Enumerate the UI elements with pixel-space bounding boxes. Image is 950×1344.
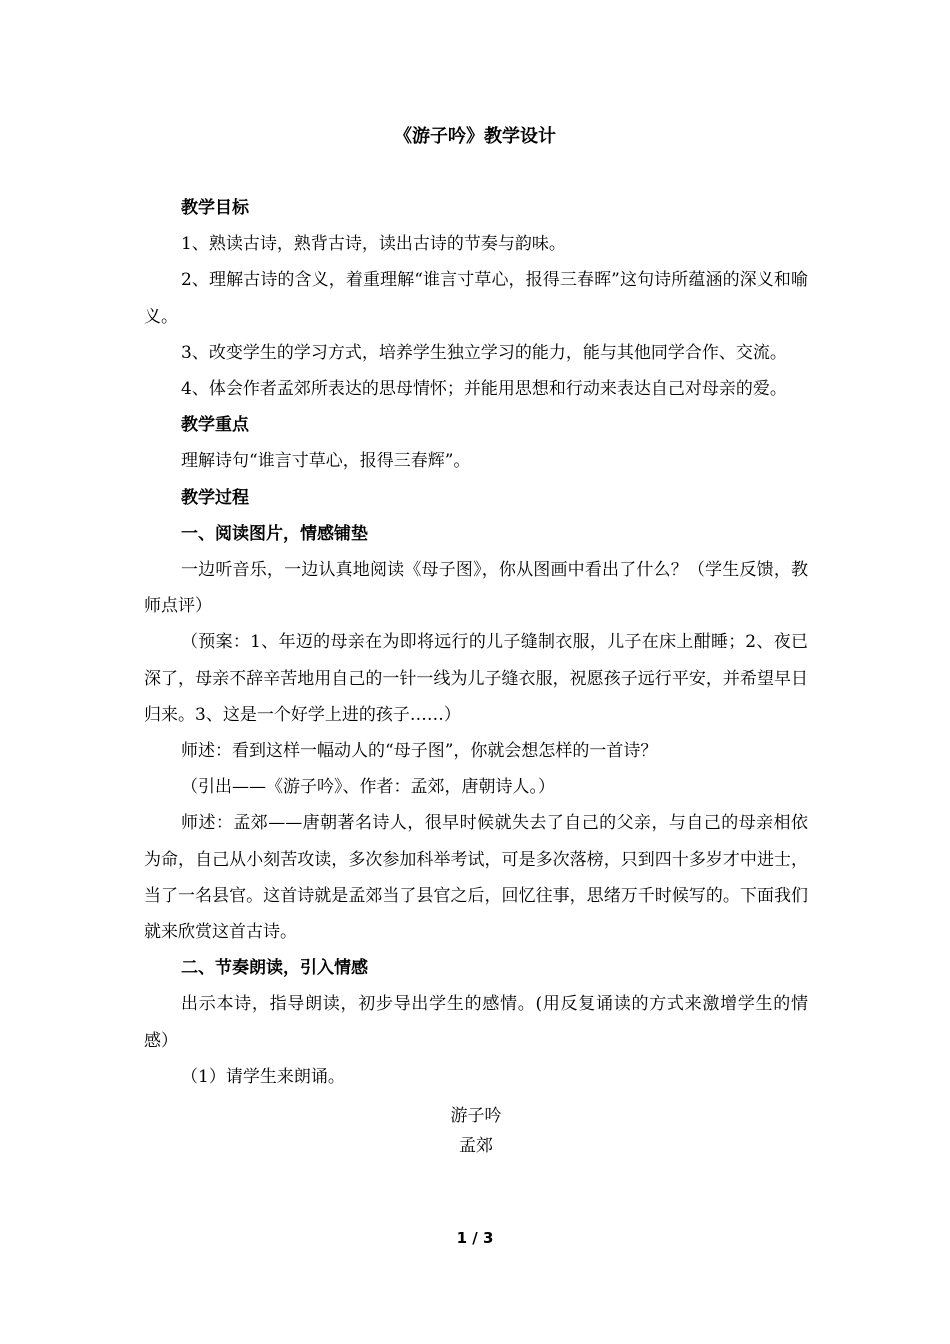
goal-item-1: 1、熟读古诗，熟背古诗，读出古诗的节奏与韵味。	[181, 234, 566, 255]
document-title: 《游子吟》教学设计	[394, 126, 556, 147]
step-2-paragraph-2: （1）请学生来朗诵。	[181, 1066, 345, 1087]
step-1-heading: 一、阅读图片，情感铺垫	[181, 523, 368, 544]
page-number: 1 / 3	[456, 1229, 494, 1247]
document-body	[144, 190, 808, 1161]
step-1-paragraph-3: 师述：看到这样一幅动人的“母子图”，你就会想怎样的一首诗？	[181, 741, 658, 762]
section-heading-goals: 教学目标	[181, 198, 249, 218]
section-heading-focus: 教学重点	[181, 415, 249, 436]
step-1-paragraph-5: 师述：孟郊——唐朝著名诗人，很早时候就失去了自己的父亲，与自己的母亲相依为命，自己从小刻苦攻读，多次参加科举考试，可是多次落榜，只到四十多岁才中进士，当了一名县官。这首诗就是孟郊当了县官之后，回忆往事，思绪万千时候写的。下面我们就来欣赏这首古诗。	[144, 813, 808, 943]
step-2-paragraph-1: 出示本诗，指导朗读，初步导出学生的感情。(用反复诵读的方式来激增学生的情感）	[144, 994, 808, 1051]
goal-item-3: 3、改变学生的学习方式，培养学生独立学习的能力，能与其他同学合作、交流。	[181, 342, 787, 363]
focus-text: 理解诗句“谁言寸草心，报得三春辉”。	[181, 451, 471, 472]
step-1-paragraph-1: 一边听音乐，一边认真地阅读《母子图》，你从图画中看出了什么？（学生反馈，教师点评）	[144, 560, 808, 617]
step-2-heading: 二、节奏朗读，引入情感	[181, 958, 368, 979]
goal-item-4: 4、体会作者孟郊所表达的思母情怀；并能用思想和行动来表达自己对母亲的爱。	[181, 379, 787, 400]
poem-author: 孟郊	[459, 1136, 493, 1157]
step-1-paragraph-2: （预案：1、年迈的母亲在为即将远行的儿子缝制衣服，儿子在床上酣睡；2、夜已深了，母亲不辞辛苦地用自己的一针一线为儿子缝衣服，祝愿孩子远行平安，并希望早日归来。3、这是一个好学上进的孩子……）	[144, 632, 808, 725]
step-1-paragraph-4: （引出——《游子吟》、作者：孟郊，唐朝诗人。）	[181, 777, 555, 798]
section-heading-process: 教学过程	[181, 487, 249, 508]
goal-item-2: 2、理解古诗的含义，着重理解“谁言寸草心，报得三春晖”这句诗所蕴涵的深义和喻义。	[144, 270, 808, 327]
poem-title: 游子吟	[450, 1106, 502, 1127]
